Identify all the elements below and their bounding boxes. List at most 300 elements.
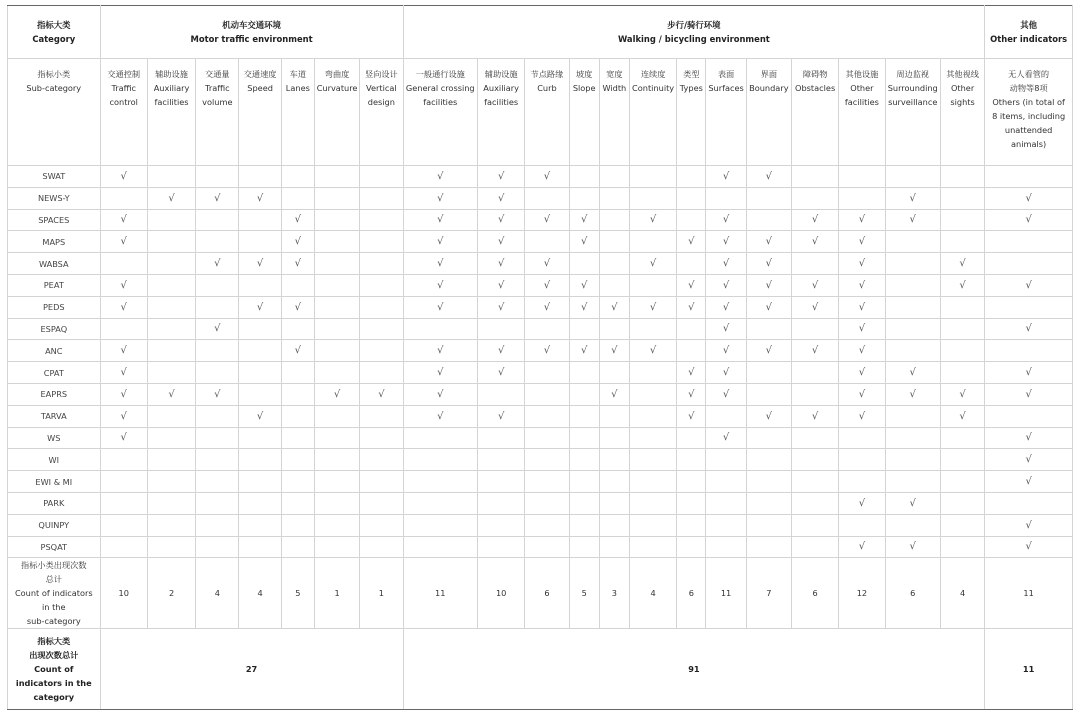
check-mark: √ [649, 301, 657, 313]
subcategory-16 [746, 59, 791, 166]
check-mark: √ [1025, 454, 1032, 466]
check-cell [478, 274, 525, 296]
subcategory-count-value-line: 4 [257, 588, 263, 599]
check-mark: √ [811, 214, 819, 226]
table-row [8, 427, 1073, 449]
check-cell [100, 449, 147, 471]
tool-name [8, 449, 101, 471]
check-cell [360, 362, 403, 384]
table-row [8, 536, 1073, 558]
check-mark: √ [1025, 388, 1032, 400]
table-row [8, 187, 1073, 209]
check-cell [629, 274, 676, 296]
category-total-label-line: 指标大类 [37, 636, 71, 647]
subcategory-count-value [706, 558, 746, 629]
check-mark: √ [909, 214, 916, 226]
subcategory-count-value [746, 558, 791, 629]
check-cell [403, 274, 477, 296]
subcategory-count-value-line: 7 [766, 588, 772, 599]
subcategory-1-line: 交通控制 [107, 69, 141, 79]
subcategory-count-value [940, 558, 984, 629]
check-cell [706, 405, 746, 427]
check-mark: √ [437, 388, 444, 400]
subcategory-17 [791, 59, 838, 166]
check-cell [599, 383, 629, 405]
check-cell [746, 383, 791, 405]
check-cell [403, 362, 477, 384]
check-cell [403, 383, 477, 405]
check-cell [314, 362, 359, 384]
check-cell [360, 449, 403, 471]
check-cell [147, 296, 195, 318]
check-mark: √ [543, 345, 551, 357]
subcategory-count-value [599, 558, 629, 629]
check-mark: √ [1025, 279, 1032, 291]
subcategory-count-label-line: in the [42, 602, 66, 613]
check-cell [940, 340, 984, 362]
check-mark: √ [649, 345, 657, 357]
check-cell [147, 471, 195, 493]
check-cell [885, 514, 940, 536]
check-cell [478, 383, 525, 405]
check-cell [569, 405, 599, 427]
check-cell [478, 340, 525, 362]
check-mark: √ [688, 388, 695, 400]
subcategory-8-line: 一般通行设施 [415, 69, 465, 79]
subcategory-count-value-line: 6 [812, 588, 818, 599]
subcategory-count-value-line: 4 [959, 588, 966, 599]
check-cell [525, 187, 569, 209]
check-cell [746, 405, 791, 427]
check-cell [885, 492, 940, 514]
subcategory-count-value [360, 558, 403, 629]
subcategory-21-line: unattended [1004, 125, 1053, 135]
subcategory-20-line: Other [950, 83, 975, 93]
tool-name [8, 318, 101, 340]
check-cell [677, 274, 706, 296]
subcategory-11-line: 坡度 [575, 69, 593, 79]
check-mark: √ [437, 258, 444, 270]
check-mark: √ [858, 236, 866, 248]
check-cell [281, 318, 314, 340]
check-mark: √ [580, 301, 588, 313]
check-cell [239, 492, 281, 514]
tool-name-line: EWI & MI [35, 476, 73, 487]
subcategory-count-value-line: 4 [650, 588, 656, 599]
subcategory-3 [196, 59, 239, 166]
tool-name-line: WABSA [38, 258, 69, 269]
category-total-label-line: 出现次数总计 [29, 650, 79, 661]
subcategory-count-value-line: 1 [334, 588, 340, 599]
subcategory-4 [239, 59, 281, 166]
subcategory-count-value-line: 10 [495, 588, 507, 599]
check-cell [314, 536, 359, 558]
check-cell [403, 514, 477, 536]
check-mark: √ [959, 388, 966, 400]
check-cell [281, 405, 314, 427]
category-total-row [8, 629, 1073, 710]
subcategory-count-value [239, 558, 281, 629]
check-cell [314, 427, 359, 449]
category-total-value-line: 27 [245, 664, 258, 675]
check-mark: √ [497, 367, 505, 379]
check-cell [239, 166, 281, 188]
category-total-label [8, 629, 101, 710]
check-cell [599, 536, 629, 558]
subcategory-count-value [839, 558, 885, 629]
table-row [8, 318, 1073, 340]
check-cell [196, 187, 239, 209]
check-cell [239, 362, 281, 384]
check-cell [629, 471, 676, 493]
category-label-line: 指标大类 [37, 20, 71, 30]
check-cell [599, 340, 629, 362]
check-cell [791, 362, 838, 384]
subcategory-17-line: 障碍物 [802, 69, 828, 79]
category-total-value-line: 91 [688, 664, 700, 675]
check-cell [746, 492, 791, 514]
check-cell [677, 514, 706, 536]
check-cell [525, 536, 569, 558]
check-cell [599, 187, 629, 209]
subcategory-11-line: Slope [572, 83, 596, 93]
subcategory-10 [525, 59, 569, 166]
check-mark: √ [858, 279, 866, 291]
subcategory-count-value-line: 3 [611, 588, 617, 599]
check-cell [985, 514, 1073, 536]
check-mark: √ [120, 345, 127, 357]
subcategory-6-line: 弯曲度 [324, 69, 350, 79]
check-cell [314, 383, 359, 405]
check-cell [839, 449, 885, 471]
check-cell [940, 231, 984, 253]
check-mark: √ [437, 367, 444, 379]
check-cell [985, 318, 1073, 340]
check-cell [100, 340, 147, 362]
check-mark: √ [858, 214, 866, 226]
check-cell [706, 492, 746, 514]
check-cell [569, 209, 599, 231]
check-cell [314, 296, 359, 318]
check-cell [314, 253, 359, 275]
check-cell [525, 340, 569, 362]
category-group-1-line: 机动车交通环境 [222, 20, 281, 30]
tool-name [8, 471, 101, 493]
subcategory-count-value-line: 6 [910, 588, 916, 599]
check-mark: √ [722, 367, 730, 379]
subcategory-count-value [985, 558, 1073, 629]
check-cell [196, 405, 239, 427]
check-mark: √ [765, 170, 773, 182]
check-cell [196, 340, 239, 362]
check-cell [196, 536, 239, 558]
check-mark: √ [688, 236, 695, 248]
check-mark: √ [858, 258, 866, 270]
check-mark: √ [497, 170, 505, 182]
check-mark: √ [497, 236, 505, 248]
category-total-label-line: category [33, 692, 75, 703]
check-cell [525, 318, 569, 340]
subcategory-18 [839, 59, 885, 166]
check-cell [791, 427, 838, 449]
subcategory-label-line: 指标小类 [37, 69, 71, 79]
check-cell [147, 187, 195, 209]
check-cell [100, 296, 147, 318]
check-cell [629, 383, 676, 405]
check-mark: √ [811, 236, 819, 248]
check-cell [791, 187, 838, 209]
check-cell [196, 296, 239, 318]
check-cell [281, 209, 314, 231]
subcategory-count-value-line: 10 [118, 588, 129, 599]
check-mark: √ [437, 192, 444, 204]
subcategory-2-line: Auxiliary [153, 83, 190, 93]
table-row [8, 274, 1073, 296]
check-cell [746, 231, 791, 253]
check-cell [629, 187, 676, 209]
check-cell [791, 253, 838, 275]
check-mark: √ [649, 258, 657, 270]
check-cell [196, 514, 239, 536]
check-mark: √ [909, 192, 916, 204]
check-cell [599, 274, 629, 296]
check-cell [791, 536, 838, 558]
subcategory-3-line: Traffic [205, 83, 230, 93]
subcategory-21-line: 无人看管的 [1008, 69, 1050, 79]
subcategory-3-line: 交通量 [205, 69, 230, 79]
check-cell [196, 231, 239, 253]
check-cell [100, 274, 147, 296]
check-mark: √ [858, 367, 866, 379]
check-cell [281, 296, 314, 318]
check-mark: √ [120, 367, 127, 379]
subcategory-header-row [8, 59, 1073, 166]
check-cell [940, 383, 984, 405]
check-cell [360, 231, 403, 253]
check-cell [100, 187, 147, 209]
check-cell [940, 427, 984, 449]
category-group-2-line: 步行/骑行环境 [667, 20, 721, 30]
subcategory-count-value [791, 558, 838, 629]
subcategory-count-value [629, 558, 676, 629]
subcategory-7 [360, 59, 403, 166]
check-cell [677, 231, 706, 253]
check-cell [706, 536, 746, 558]
check-cell [569, 449, 599, 471]
subcategory-4-line: Speed [247, 83, 273, 93]
check-cell [314, 492, 359, 514]
check-cell [706, 253, 746, 275]
check-cell [360, 274, 403, 296]
subcategory-8-line: facilities [423, 97, 458, 107]
subcategory-count-value [281, 558, 314, 629]
subcategory-6 [314, 59, 359, 166]
category-label-line: Category [32, 34, 76, 44]
check-cell [746, 362, 791, 384]
check-cell [599, 166, 629, 188]
check-cell [569, 427, 599, 449]
check-cell [746, 536, 791, 558]
subcategory-9-line: Auxiliary [483, 83, 519, 93]
subcategory-2 [147, 59, 195, 166]
table-row [8, 166, 1073, 188]
check-cell [196, 362, 239, 384]
check-cell [885, 362, 940, 384]
check-cell [746, 340, 791, 362]
subcategory-label-line: Sub-category [26, 83, 82, 93]
check-mark: √ [688, 301, 695, 313]
check-cell [839, 471, 885, 493]
check-cell [196, 471, 239, 493]
check-cell [403, 209, 477, 231]
check-cell [525, 209, 569, 231]
check-cell [281, 383, 314, 405]
check-mark: √ [294, 301, 302, 313]
check-cell [885, 449, 940, 471]
check-cell [839, 187, 885, 209]
check-cell [791, 492, 838, 514]
check-cell [478, 492, 525, 514]
check-cell [885, 471, 940, 493]
check-mark: √ [580, 345, 588, 357]
check-cell [706, 449, 746, 471]
check-cell [985, 427, 1073, 449]
check-mark: √ [437, 345, 444, 357]
check-cell [629, 318, 676, 340]
check-mark: √ [543, 301, 551, 313]
category-total-value [403, 629, 985, 710]
check-cell [100, 253, 147, 275]
indicator-table [7, 5, 1073, 710]
check-cell [839, 318, 885, 340]
check-cell [839, 340, 885, 362]
check-cell [599, 231, 629, 253]
subcategory-11 [569, 59, 599, 166]
check-cell [746, 449, 791, 471]
check-cell [403, 427, 477, 449]
check-cell [100, 231, 147, 253]
check-cell [839, 209, 885, 231]
check-mark: √ [1025, 367, 1032, 379]
check-cell [599, 362, 629, 384]
check-cell [281, 187, 314, 209]
check-cell [940, 166, 984, 188]
check-cell [940, 405, 984, 427]
tool-name [8, 166, 101, 188]
subcategory-count-value-line: 11 [720, 588, 732, 599]
check-cell [940, 318, 984, 340]
check-cell [403, 449, 477, 471]
tool-name-line: SPACES [38, 214, 70, 225]
check-mark: √ [168, 388, 175, 400]
check-cell [569, 514, 599, 536]
subcategory-17-line: Obstacles [795, 83, 836, 93]
check-cell [985, 449, 1073, 471]
check-cell [525, 253, 569, 275]
check-cell [478, 318, 525, 340]
check-cell [196, 318, 239, 340]
check-mark: √ [811, 345, 819, 357]
subcategory-count-value-line: 4 [214, 588, 220, 599]
check-cell [839, 383, 885, 405]
subcategory-1 [100, 59, 147, 166]
tool-name-line: NEWS-Y [38, 193, 70, 204]
check-mark: √ [580, 214, 588, 226]
check-cell [100, 318, 147, 340]
check-cell [839, 536, 885, 558]
check-mark: √ [120, 236, 127, 248]
table-row [8, 340, 1073, 362]
check-mark: √ [722, 279, 730, 291]
tool-name [8, 514, 101, 536]
check-cell [525, 492, 569, 514]
check-cell [239, 318, 281, 340]
category-label [8, 6, 101, 59]
check-mark: √ [497, 279, 505, 291]
check-mark: √ [649, 214, 657, 226]
check-mark: √ [722, 432, 730, 444]
check-cell [706, 471, 746, 493]
check-mark: √ [437, 236, 444, 248]
check-cell [239, 427, 281, 449]
subcategory-14 [677, 59, 706, 166]
check-cell [360, 514, 403, 536]
subcategory-20-line: 其他视线 [946, 69, 979, 79]
check-mark: √ [1025, 214, 1032, 226]
check-cell [985, 383, 1073, 405]
check-cell [940, 449, 984, 471]
subcategory-9 [478, 59, 525, 166]
check-cell [147, 166, 195, 188]
check-mark: √ [120, 301, 127, 313]
check-cell [706, 383, 746, 405]
tool-name [8, 274, 101, 296]
subcategory-6-line: Curvature [316, 83, 358, 93]
check-cell [281, 536, 314, 558]
check-cell [314, 166, 359, 188]
category-group-3-line: 其他 [1020, 20, 1037, 30]
subcategory-13-line: 连续度 [640, 69, 666, 79]
check-cell [885, 253, 940, 275]
check-cell [478, 253, 525, 275]
check-mark: √ [722, 214, 730, 226]
check-cell [599, 427, 629, 449]
category-group-1 [100, 6, 403, 59]
check-cell [239, 209, 281, 231]
check-cell [147, 253, 195, 275]
check-cell [281, 514, 314, 536]
check-cell [281, 492, 314, 514]
check-cell [746, 471, 791, 493]
subcategory-5-line: Lanes [285, 83, 310, 93]
check-cell [314, 318, 359, 340]
subcategory-4-line: 交通速度 [243, 69, 277, 79]
subcategory-count-value [403, 558, 477, 629]
subcategory-7-line: design [367, 97, 395, 107]
check-mark: √ [722, 388, 730, 400]
check-mark: √ [765, 301, 773, 313]
tool-name-line: SWAT [42, 171, 66, 182]
check-cell [885, 209, 940, 231]
check-cell [940, 492, 984, 514]
subcategory-21-line: 8 items, including [992, 111, 1066, 121]
table-row [8, 362, 1073, 384]
subcategory-19 [885, 59, 940, 166]
check-cell [360, 383, 403, 405]
check-cell [196, 383, 239, 405]
check-mark: √ [811, 301, 819, 313]
check-cell [885, 187, 940, 209]
